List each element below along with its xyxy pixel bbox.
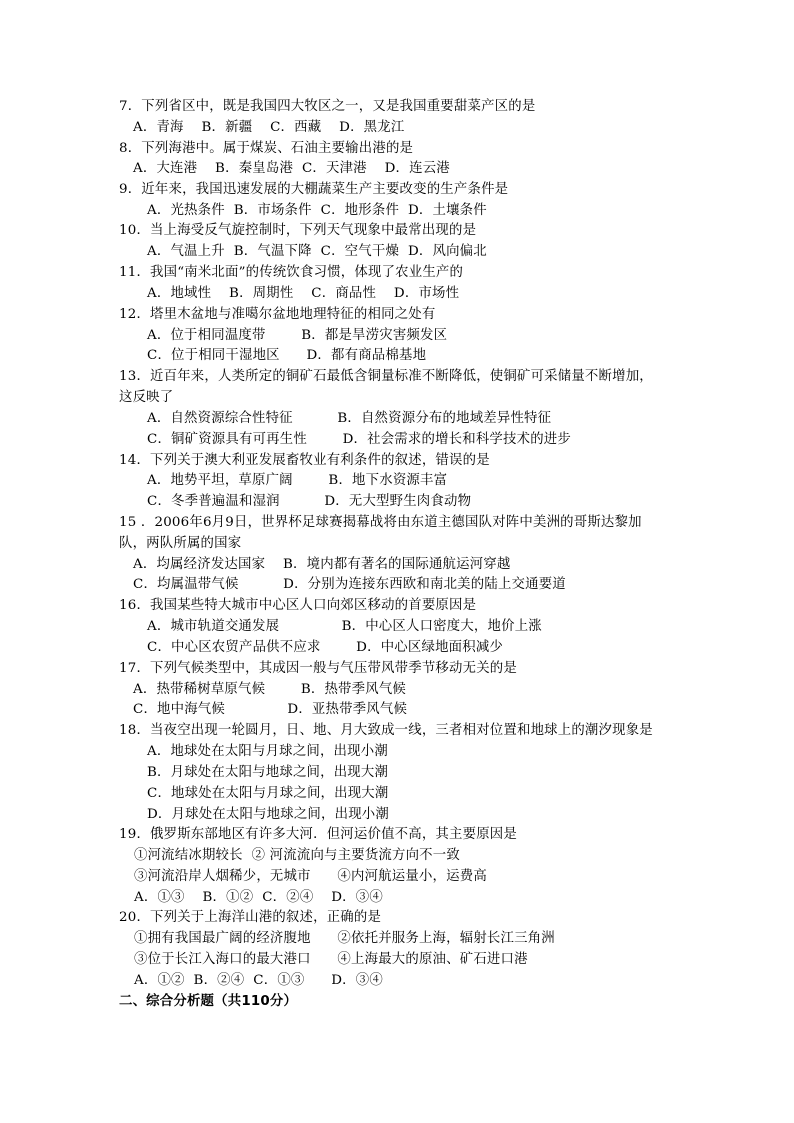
question-options: A．光热条件 B．市场条件 C．地形条件 D．土壤条件: [147, 203, 487, 218]
question-options: A．城市轨道交通发展 B．中心区人口密度大，地价上涨: [147, 619, 542, 634]
option-b: B．月球处在太阳与地球之间，出现大潮: [147, 765, 389, 780]
question-stem: 队，两队所属的国家: [119, 536, 242, 551]
question-item: ③位于长江入海口的最大港口 ④上海最大的原油、矿石进口港: [134, 952, 528, 967]
question-stem: 14．下列关于澳大利亚发展畜牧业有利条件的叙述，错误的是: [119, 453, 490, 468]
option-c: C．地球处在太阳与月球之间，出现大潮: [147, 786, 389, 801]
question-options: C．均属温带气候 D．分别为连接东西欧和南北美的陆上交通要道: [133, 577, 566, 592]
question-options: C．位于相同干湿地区 D．都有商品棉基地: [147, 348, 427, 363]
question-options: A．①③ B．①② C．②④ D．③④: [134, 890, 383, 905]
question-item: ③河流沿岸人烟稀少，无城市 ④内河航运量小，运费高: [134, 869, 487, 884]
question-stem: 17．下列气候类型中，其成因一般与气压带风带季节移动无关的是: [119, 661, 517, 676]
question-stem: 20．下列关于上海洋山港的叙述，正确的是: [119, 910, 382, 925]
question-options: A．自然资源综合性特征 B．自然资源分布的地域差异性特征: [147, 411, 552, 426]
question-stem: 15 ．2006年6月9日，世界杯足球赛揭幕战将由东道主德国队对阵中美洲的哥斯达黎加: [119, 515, 642, 530]
question-options: A．热带稀树草原气候 B．热带季风气候: [133, 682, 407, 697]
question-options: A．青海 B．新疆 C．西藏 D．黑龙江: [133, 120, 405, 135]
question-options: A．①② B．②④ C．①③ D．③④: [134, 973, 383, 988]
question-options: A．位于相同温度带 B．都是旱涝灾害频发区: [147, 328, 448, 343]
question-item: ①河流结冰期较长 ② 河流流向与主要货流方向不一致: [134, 848, 460, 863]
option-a: A．地球处在太阳与月球之间，出现小潮: [147, 744, 388, 759]
question-options: A．均属经济发达国家 B．境内都有著名的国际通航运河穿越: [133, 557, 511, 572]
question-stem: 8．下列海港中。属于煤炭、石油主要输出港的是: [119, 141, 414, 156]
question-options: C．地中海气候 D．亚热带季风气候: [133, 702, 408, 717]
question-stem: 18．当夜空出现一轮圆月，日、地、月大致成一线，三者相对位置和地球上的潮汐现象是: [119, 723, 653, 738]
question-options: C．中心区农贸产品供不应求 D．中心区绿地面积减少: [147, 640, 504, 655]
question-stem: 7．下列省区中，既是我国四大牧区之一，又是我国重要甜菜产区的是: [119, 99, 536, 114]
question-options: C．冬季普遍温和湿润 D．无大型野生肉食动物: [147, 494, 472, 509]
question-options: A．气温上升 B．气温下降 C．空气干燥 D．风向偏北: [147, 244, 487, 259]
question-stem: 9．近年来，我国迅速发展的大棚蔬菜生产主要改变的生产条件是: [119, 182, 509, 197]
question-stem: 11．我国“南米北面”的传统饮食习惯，体现了农业生产的: [119, 265, 464, 280]
question-stem: 12．塔里木盆地与准噶尔盆地地理特征的相同之处有: [119, 307, 436, 322]
question-stem: 10．当上海受反气旋控制时，下列天气现象中最常出现的是: [119, 223, 477, 238]
question-stem: 16．我国某些特大城市中心区人口向郊区移动的首要原因是: [119, 598, 477, 613]
section-heading: 二、综合分析题（共110分）: [119, 994, 298, 1009]
question-stem: 这反映了: [119, 390, 174, 405]
question-stem: 13．近百年来，人类所定的铜矿石最低含铜量标准不断降低，使铜矿可采储量不断增加，: [119, 369, 653, 384]
question-item: ①拥有我国最广阔的经济腹地 ②依托并服务上海，辐射长江三角洲: [134, 931, 555, 946]
question-options: A．地域性 B．周期性 C．商品性 D．市场性: [147, 286, 460, 301]
question-stem: 19．俄罗斯东部地区有许多大河．但河运价值不高，其主要原因是: [119, 827, 517, 842]
question-options: C．铜矿资源具有可再生性 D．社会需求的增长和科学技术的进步: [147, 432, 571, 447]
question-options: A．地势平坦，草原广阔 B．地下水资源丰富: [147, 473, 448, 488]
option-d: D．月球处在太阳与地球之间，出现小潮: [147, 807, 389, 822]
question-options: A．大连港 B．秦皇岛港 C．天津港 D．连云港: [133, 161, 450, 176]
